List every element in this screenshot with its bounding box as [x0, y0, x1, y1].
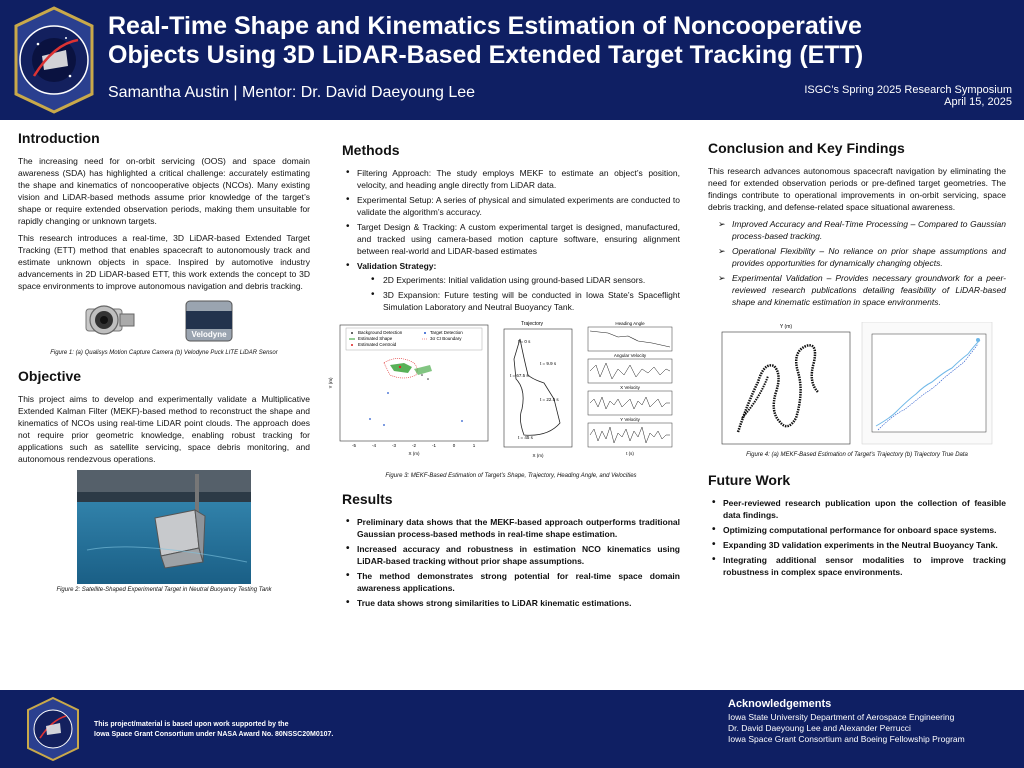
- column-left: [18, 130, 310, 593]
- introduction-heading: Introduction: [18, 130, 100, 146]
- funding-note: [94, 720, 333, 740]
- conclusion-list: [708, 218, 1006, 308]
- results-bullet-4: • True data shows strong similarities to LiDAR kinematic estimations.: [342, 597, 680, 609]
- x-tick-1: -5: [351, 443, 357, 448]
- column-middle: [328, 130, 680, 612]
- conclusion-p1: This research advances autonomous spacecraft navigation by eliminating the need for extended observation periods or pre-defined target geometries. The findings contribute to operational improvements in on-orbit servicing, space debris tracking, and defense-related space situational awareness.: [708, 166, 1006, 212]
- fig4-axis-label: Y (m): [779, 324, 793, 330]
- angular-velocity-title: Angular Velocity: [613, 353, 647, 358]
- figure-4-caption: Figure 4: (a) MEKF-Based Estimation of Target’s Trajectory (b) Trajectory True Data: [746, 452, 968, 458]
- figure-2-tank-photo: [77, 470, 251, 584]
- x-tick-3: -3: [391, 443, 397, 448]
- shape-plot-legend: [346, 328, 482, 350]
- x-tick-4: -2: [411, 443, 417, 448]
- validation-sublist: [357, 274, 680, 313]
- shape-y-label: Y (m): [328, 377, 333, 389]
- methods-heading: Methods: [342, 142, 400, 158]
- time-label-0: t = 0 s: [518, 339, 531, 344]
- time-label-3: t = 22.5 s: [540, 397, 559, 402]
- isgc-logo: [8, 4, 100, 116]
- conclusion-item-1: ➢ Improved Accuracy and Real-Time Processing – Compared to Gaussian process-based tracking.: [708, 218, 1006, 242]
- event-name: ISGC’s Spring 2025 Research Symposium: [804, 84, 1012, 96]
- ack-line-1: Iowa State University Department of Aerospace Engineering: [728, 712, 955, 722]
- ack-line-2: Dr. David Daeyoung Lee and Alexander Perrucci: [728, 723, 911, 733]
- legend-background-detection: Background Detection: [358, 330, 403, 335]
- results-bullet-3: • The method demonstrates strong potential for real-time space domain awareness applications.: [342, 570, 680, 594]
- conclusion-heading: Conclusion and Key Findings: [708, 140, 905, 156]
- event-info: [804, 84, 1012, 108]
- x-tick-2: -4: [371, 443, 377, 448]
- true-trajectory-plot: [862, 322, 992, 444]
- future-work-bullet-1: • Peer-reviewed research publication upon the collection of feasible data findings.: [708, 497, 1006, 521]
- x-tick-7: 1: [472, 443, 476, 448]
- poster-title: [108, 12, 1008, 70]
- methods-bullet-4: • Validation Strategy: • 2D Experiments: Initial validation using ground-based LiDAR sensors. • 3D Expansion: Future testing will be conducted in Iowa State’s Spaceflight Simulation Laboratory and Neutral Buoyancy Tank.: [342, 260, 680, 313]
- y-velocity-title: Y Velocity: [620, 417, 640, 422]
- figure-2-caption: Figure 2: Satellite-Shaped Experimental Target in Neutral Buoyancy Testing Tank: [56, 587, 272, 593]
- shape-x-label: X (m): [408, 451, 420, 456]
- introduction-p2: This research introduces a real-time, 3D LiDAR-based Extended Target Tracking (ETT) method that enables spacecraft to autonomously track and estimate unknown objects in space. Inspired by automotive industry advancements in 2D LiDAR-based ETT, this work extends the concept to 3D space environments to improve autonomous navigation and debris tracking.: [18, 233, 310, 291]
- future-work-bullet-3: • Expanding 3D validation experiments in the Neutral Buoyancy Tank.: [708, 539, 1006, 551]
- trajectory-x-label: X (m): [532, 453, 544, 458]
- x-velocity-plot: [588, 385, 672, 415]
- time-axis-label: t (s): [626, 451, 634, 456]
- x-velocity-title: X Velocity: [620, 385, 640, 390]
- results-bullet-1: • Preliminary data shows that the MEKF-based approach outperforms traditional Gaussian process-based methods in real-time shape estimation.: [342, 516, 680, 540]
- figure-1-caption: Figure 1: (a) Qualisys Motion Capture Camera (b) Velodyne Puck LITE LiDAR Sensor: [50, 350, 278, 356]
- estimated-trajectory-plot: [722, 324, 850, 444]
- trajectory-title: Trajectory: [520, 321, 544, 327]
- acknowledgements-list: [728, 712, 965, 745]
- poster-footer: [0, 690, 1024, 768]
- time-label-1: t = 9.9 s: [540, 361, 557, 366]
- funding-note-line-1: This project/material is based upon work supported by the: [94, 721, 289, 728]
- methods-bullet-1: • Filtering Approach: The study employs MEKF to estimate an object’s position, velocity, and heading angle directly from LiDAR data.: [342, 167, 680, 191]
- results-list: [342, 516, 680, 609]
- isgc-footer-logo: [24, 696, 82, 762]
- velodyne-lidar-image: [180, 297, 240, 343]
- poster-header: [0, 0, 1024, 120]
- results-bullet-2: • Increased accuracy and robustness in estimation NCO kinematics using LiDAR-based tracking without prior shape assumptions.: [342, 543, 680, 567]
- time-label-2: t = 67.5 s: [510, 373, 529, 378]
- objective-heading: Objective: [18, 368, 82, 384]
- motion-capture-camera-image: [80, 297, 140, 343]
- future-work-list: [708, 497, 1006, 578]
- conclusion-item-3: ➢ Experimental Validation – Provides necessary groundwork for a peer-reviewed research publications detailing feasibility of LiDAR-based shape and kinematic estimation in space environments.: [708, 272, 1006, 308]
- future-work-bullet-4: • Integrating additional sensor modalities to improve tracking robustness in complex space environments.: [708, 554, 1006, 578]
- introduction-p1: The increasing need for on-orbit servicing (OOS) and space domain awareness (SDA) has highlighted a critical challenge: accurately estimating the shape and kinematics of noncooperative objects (NCOs). Many existing vision and LiDAR-based methods assume prior knowledge of the target’s shape or require extended observation periods, making them unsuitable for rapidly changing or unknown targets.: [18, 156, 310, 226]
- legend-estimated-shape: Estimated Shape: [358, 336, 393, 341]
- y-velocity-plot: [588, 417, 672, 456]
- future-work-heading: Future Work: [708, 472, 791, 488]
- figure-1: [18, 297, 310, 347]
- title-line-1: Real-Time Shape and Kinematics Estimation of Noncooperative: [108, 12, 862, 40]
- legend-target-detection: Target Detection: [430, 330, 463, 335]
- results-heading: Results: [342, 491, 393, 507]
- future-work-bullet-2: • Optimizing computational performance for onboard space systems.: [708, 524, 1006, 536]
- acknowledgements-heading: Acknowledgements: [728, 698, 832, 710]
- figure-3-caption: Figure 3: MEKF-Based Estimation of Target’s Shape, Trajectory, Heading Angle, and Velocities: [385, 473, 637, 479]
- time-label-4: t = 45 s: [518, 435, 533, 440]
- conclusion-item-2: ➢ Operational Flexibility – No reliance on prior shape assumptions and provides opportunities for dynamically changing objects.: [708, 245, 1006, 269]
- angular-velocity-plot: [588, 353, 672, 383]
- legend-ci-boundary: 3σ CI Boundary: [430, 336, 462, 341]
- methods-bullet-3: • Target Design & Tracking: A custom experimental target is designed, manufactured, and tracked using camera-based motion capture software, ensuring alignment between real-world and LiDAR-based estimates: [342, 221, 680, 257]
- objective-p1: This project aims to develop and experimentally validate a Multiplicative Extended Kalman Filter (MEKF)-based method to reconstruct the shape and kinematics of NCOs using real-time LiDAR point clouds. The approach does not require prior geometric knowledge, enabling robust tracking for applications such as satellite servicing, space debris monitoring, and autonomous rendezvous operations.: [18, 394, 310, 464]
- figure-4-plots: [708, 322, 1006, 450]
- x-tick-5: -1: [431, 443, 437, 448]
- methods-list: [342, 167, 680, 313]
- funding-note-line-2: Iowa Space Grant Consortium under NASA Award No. 80NSSC20M0107.: [94, 731, 334, 738]
- methods-bullet-2: • Experimental Setup: A series of physical and simulated experiments are conducted to validate the algorithm’s accuracy.: [342, 194, 680, 218]
- x-tick-6: 0: [452, 443, 456, 448]
- validation-sub-1: • 2D Experiments: Initial validation using ground-based LiDAR sensors.: [357, 274, 680, 286]
- heading-angle-title: Heading Angle: [615, 321, 645, 326]
- figure-3-plots: [318, 319, 688, 471]
- authors: Samantha Austin | Mentor: Dr. David Daeyoung Lee: [108, 84, 476, 101]
- legend-estimated-centroid: Estimated Centroid: [358, 342, 397, 347]
- validation-sub-2: • 3D Expansion: Future testing will be conducted in Iowa State’s Spaceflight Simulation Laboratory and Neutral Buoyancy Tank.: [357, 289, 680, 313]
- column-right: [708, 130, 1006, 581]
- event-date: April 15, 2025: [944, 96, 1012, 108]
- ack-line-3: Iowa Space Grant Consortium and Boeing Fellowship Program: [728, 734, 965, 744]
- title-line-2: Objects Using 3D LiDAR-Based Extended Target Tracking (ETT): [108, 41, 864, 69]
- velodyne-label: Velodyne: [191, 330, 227, 339]
- heading-angle-plot: [588, 321, 672, 351]
